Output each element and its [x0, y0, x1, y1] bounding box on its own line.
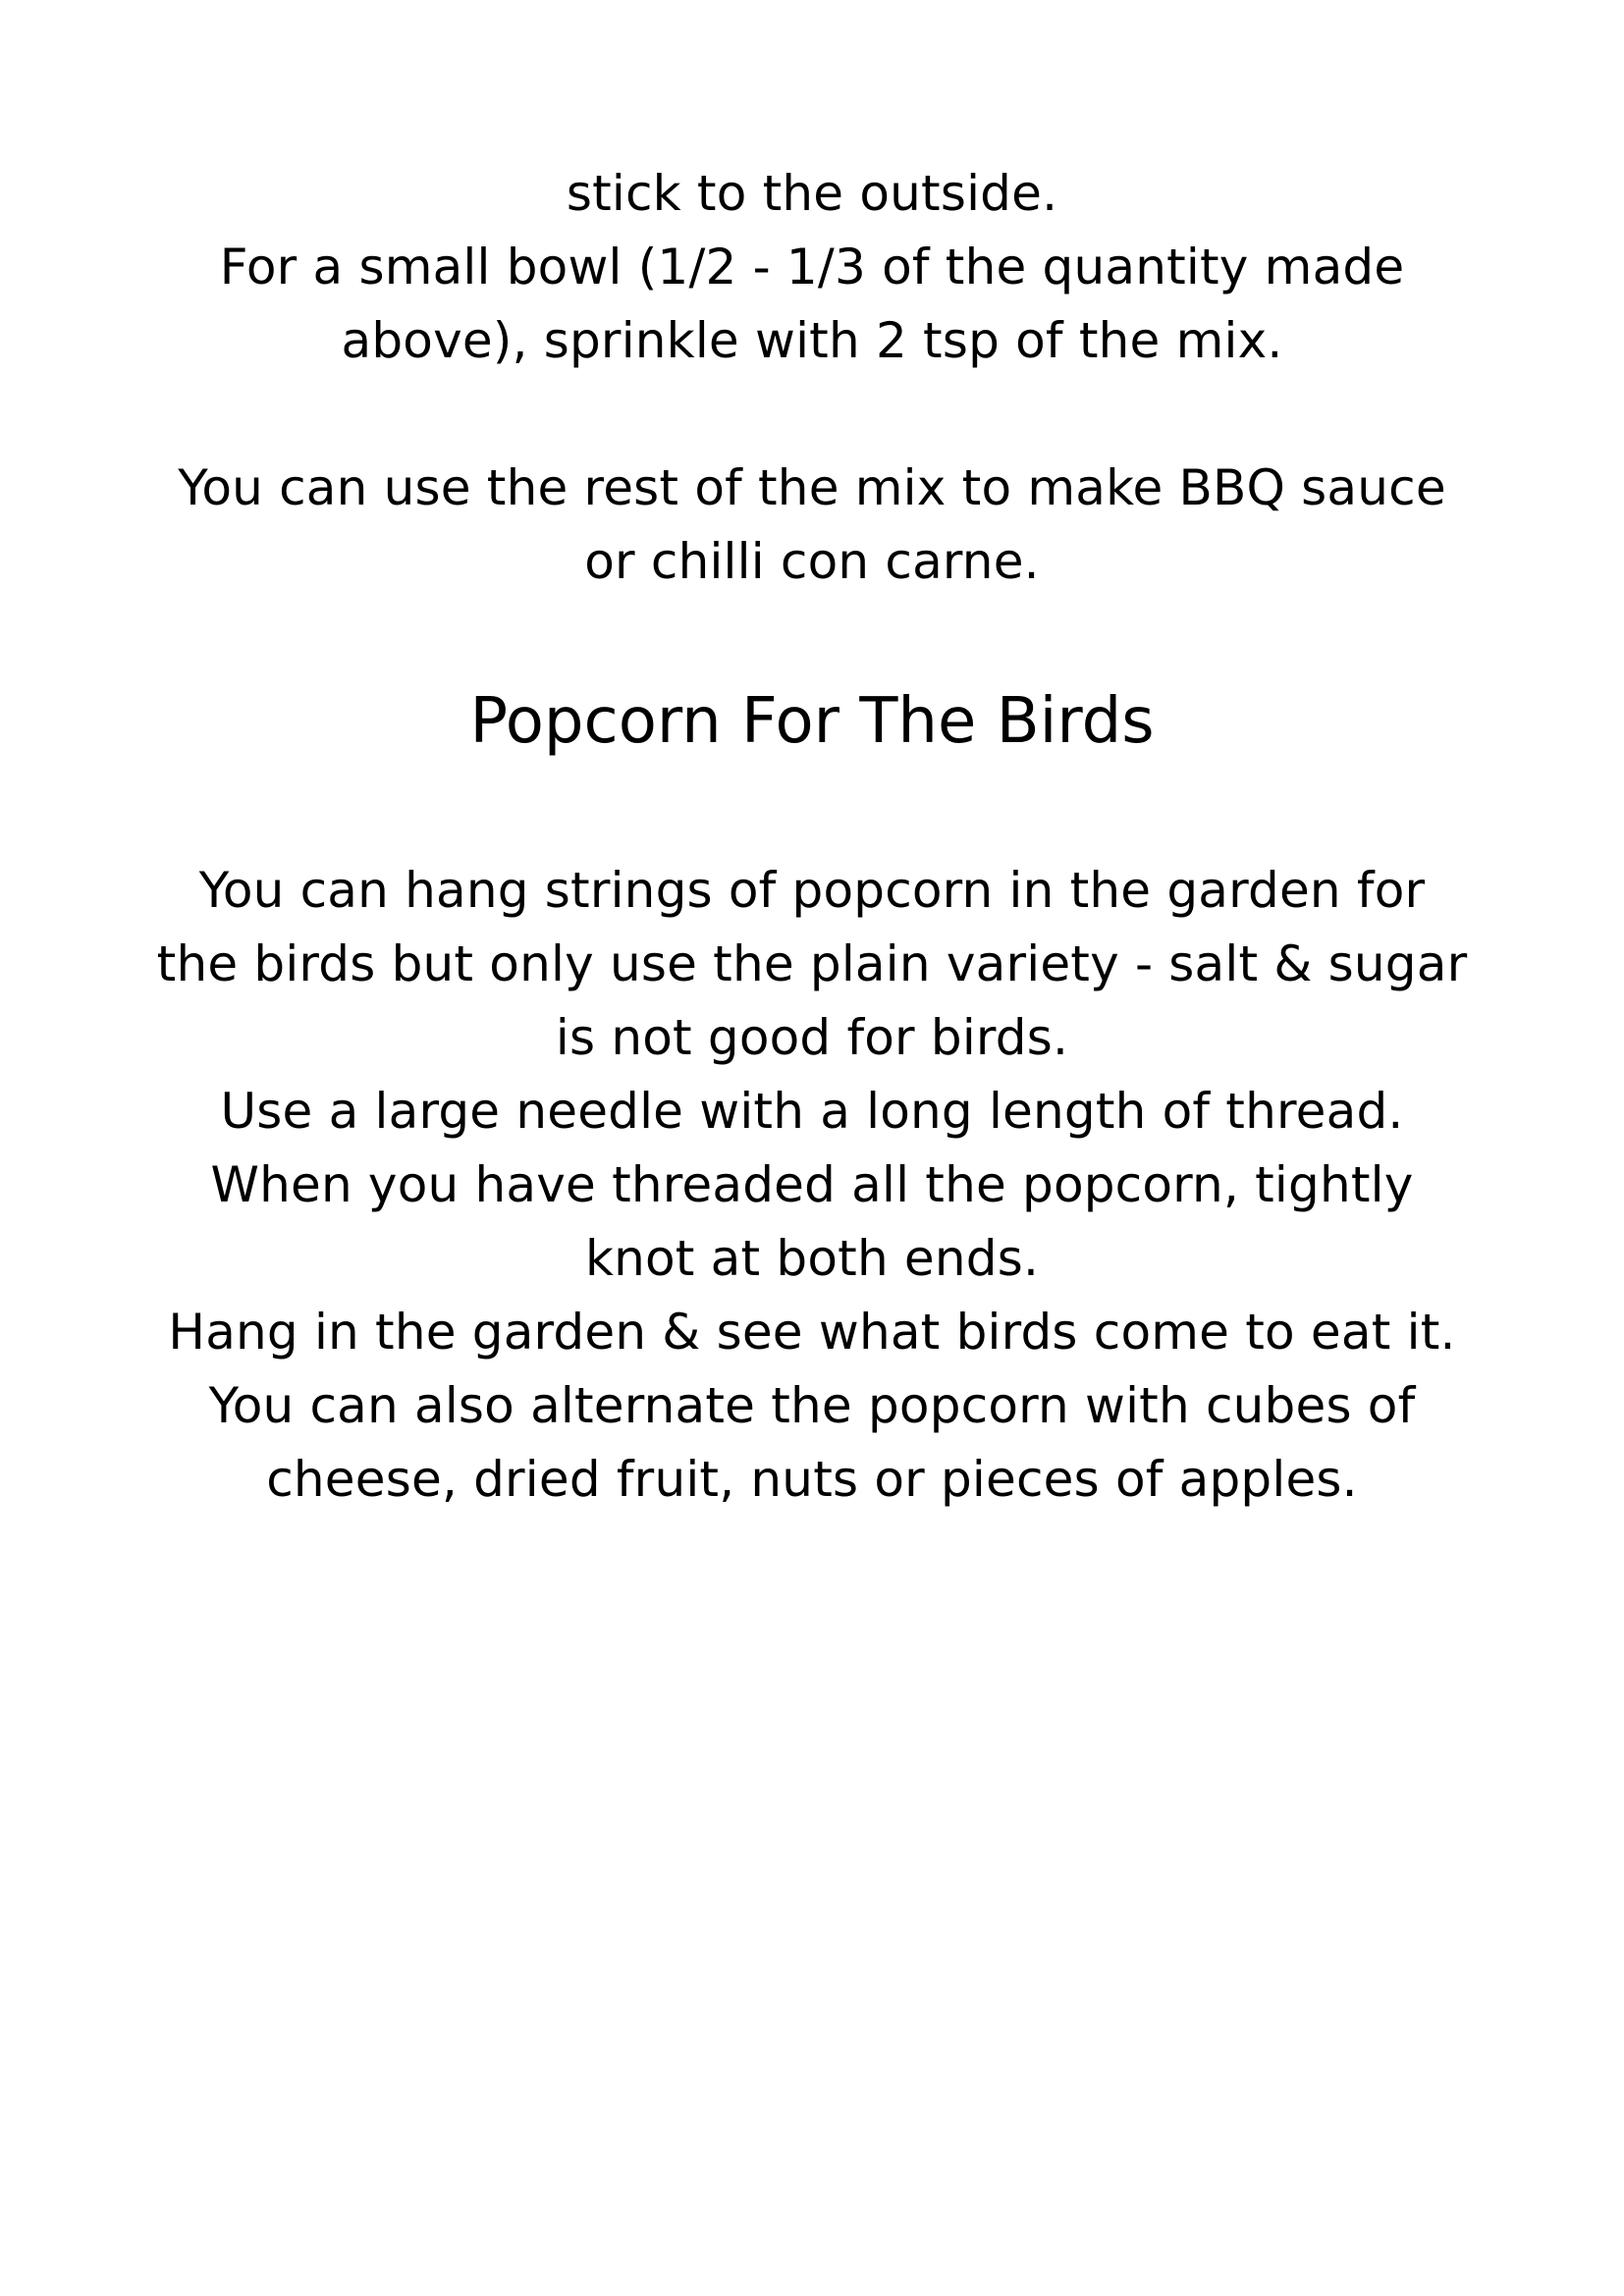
- text-line: Hang in the garden & see what birds come to eat it.: [168, 1304, 1456, 1361]
- intro-paragraph: [147, 157, 1477, 378]
- text-line: above), sprinkle with 2 tsp of the mix.: [341, 312, 1283, 369]
- text-line: or chilli con carne.: [584, 533, 1040, 590]
- section-body: [147, 854, 1477, 1517]
- tip-paragraph: [147, 452, 1477, 599]
- text-line: the birds but only use the plain variety - salt & sugar: [156, 935, 1468, 992]
- section-title: Popcorn For The Birds: [469, 685, 1155, 758]
- text-line: cheese, dried fruit, nuts or pieces of apples.: [266, 1451, 1358, 1508]
- text-line: You can hang strings of popcorn in the garden for: [198, 862, 1426, 919]
- text-line: When you have threaded all the popcorn, tightly: [210, 1156, 1414, 1213]
- text-line: You can use the rest of the mix to make BBQ sauce: [178, 459, 1446, 516]
- text-line: is not good for birds.: [555, 1009, 1069, 1066]
- text-line: Use a large needle with a long length of thread.: [220, 1083, 1404, 1140]
- text-line: For a small bowl (1/2 - 1/3 of the quantity made: [219, 239, 1405, 295]
- text-line: You can also alternate the popcorn with cubes of: [208, 1377, 1416, 1434]
- text-line: knot at both ends.: [584, 1230, 1040, 1287]
- text-line: stick to the outside.: [566, 165, 1058, 222]
